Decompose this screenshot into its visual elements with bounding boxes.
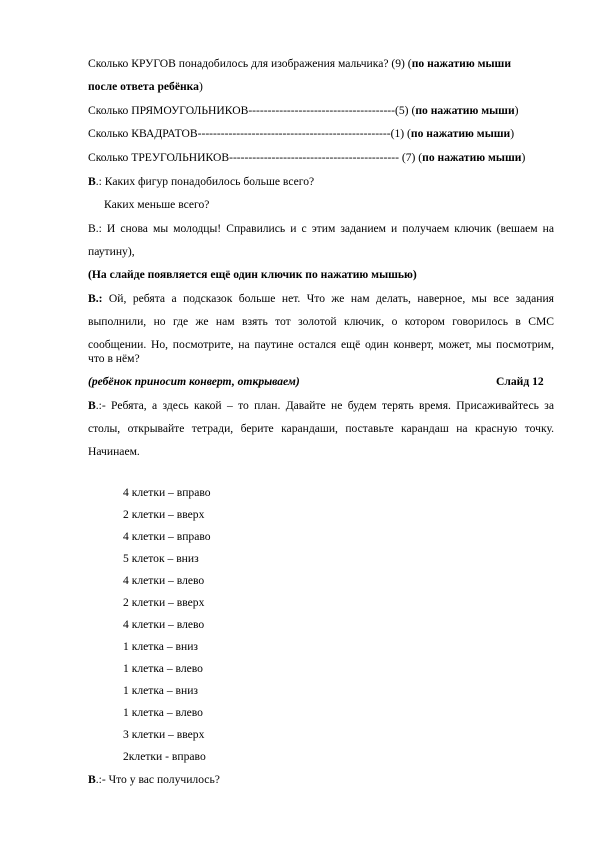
move-instruction: 1 клетка – влево (123, 662, 203, 675)
question-triangles: Сколько ТРЕУГОЛЬНИКОВ-------------------------------------------- (7) (по нажатию мыши) (88, 151, 526, 164)
paragraph-plan-line2: столы, открывайте тетради, берите карандаши, поставьте карандаш на красную точку. (88, 422, 554, 435)
paragraph-plan-line3: Начинаем. (88, 445, 140, 458)
paragraph-well-done-line1: В.: И снова мы молодцы! Справились и с этим заданием и получаем ключик (вешаем на (88, 222, 554, 235)
paragraph-no-hints-line4-text: что в нём? (88, 352, 140, 365)
question-circles-cont: после ответа ребёнка) (88, 80, 203, 93)
move-instruction: 1 клетка – влево (123, 706, 203, 719)
question-rectangles: Сколько ПРЯМОУГОЛЬНИКОВ--------------------------------------(5) (по нажатию мыши) (88, 104, 519, 117)
question-squares: Сколько КВАДРАТОВ--------------------------------------------------(1) (по нажатию мыши) (88, 127, 515, 140)
question-most-figures: В.: Каких фигур понадобилось больше всего? (88, 175, 315, 188)
question-circles: Сколько КРУГОВ понадобилось для изображения мальчика? (9) (по нажатию мыши (88, 57, 511, 70)
paragraph-well-done-line2: паутину), (88, 245, 135, 258)
move-instruction: 4 клетки – влево (123, 574, 205, 587)
move-instruction: 3 клетки – вверх (123, 728, 205, 741)
paragraph-plan-line1: В.:- Ребята, а здесь какой – то план. Давайте не будем терять время. Присаживайтесь за (88, 399, 554, 412)
slide-label: Слайд 12 (496, 375, 544, 388)
move-instruction: 5 клеток – вниз (123, 552, 199, 565)
move-instruction: 2клетки - вправо (123, 750, 206, 763)
move-instruction: 2 клетки – вверх (123, 508, 205, 521)
move-instruction: 1 клетка – вниз (123, 640, 198, 653)
question-least-figures: Каких меньше всего? (104, 198, 210, 211)
move-instruction: 4 клетки – вправо (123, 486, 211, 499)
paragraph-no-hints-line1: В.: Ой, ребята а подсказок больше нет. Что же нам делать, наверное, мы все задания (88, 292, 554, 305)
final-question: В.:- Что у вас получилось? (88, 773, 220, 786)
move-instruction: 1 клетка – вниз (123, 684, 198, 697)
paragraph-no-hints-line2: выполнили, но где же нам взять тот золотой ключик, о котором говорилось в СМС (88, 315, 554, 328)
child-brings-envelope-note: (ребёнок приносит конверт, открываем) (88, 375, 300, 388)
move-instruction: 4 клетки – вправо (123, 530, 211, 543)
slide-key-note: (На слайде появляется ещё один ключик по нажатию мышью) (88, 268, 417, 281)
move-instruction: 2 клетки – вверх (123, 596, 205, 609)
paragraph-no-hints-line3: сообщении. Но, посмотрите, на паутине остался ещё один конверт, может, мы посмотрим, (88, 338, 554, 351)
move-instruction: 4 клетки – влево (123, 618, 205, 631)
